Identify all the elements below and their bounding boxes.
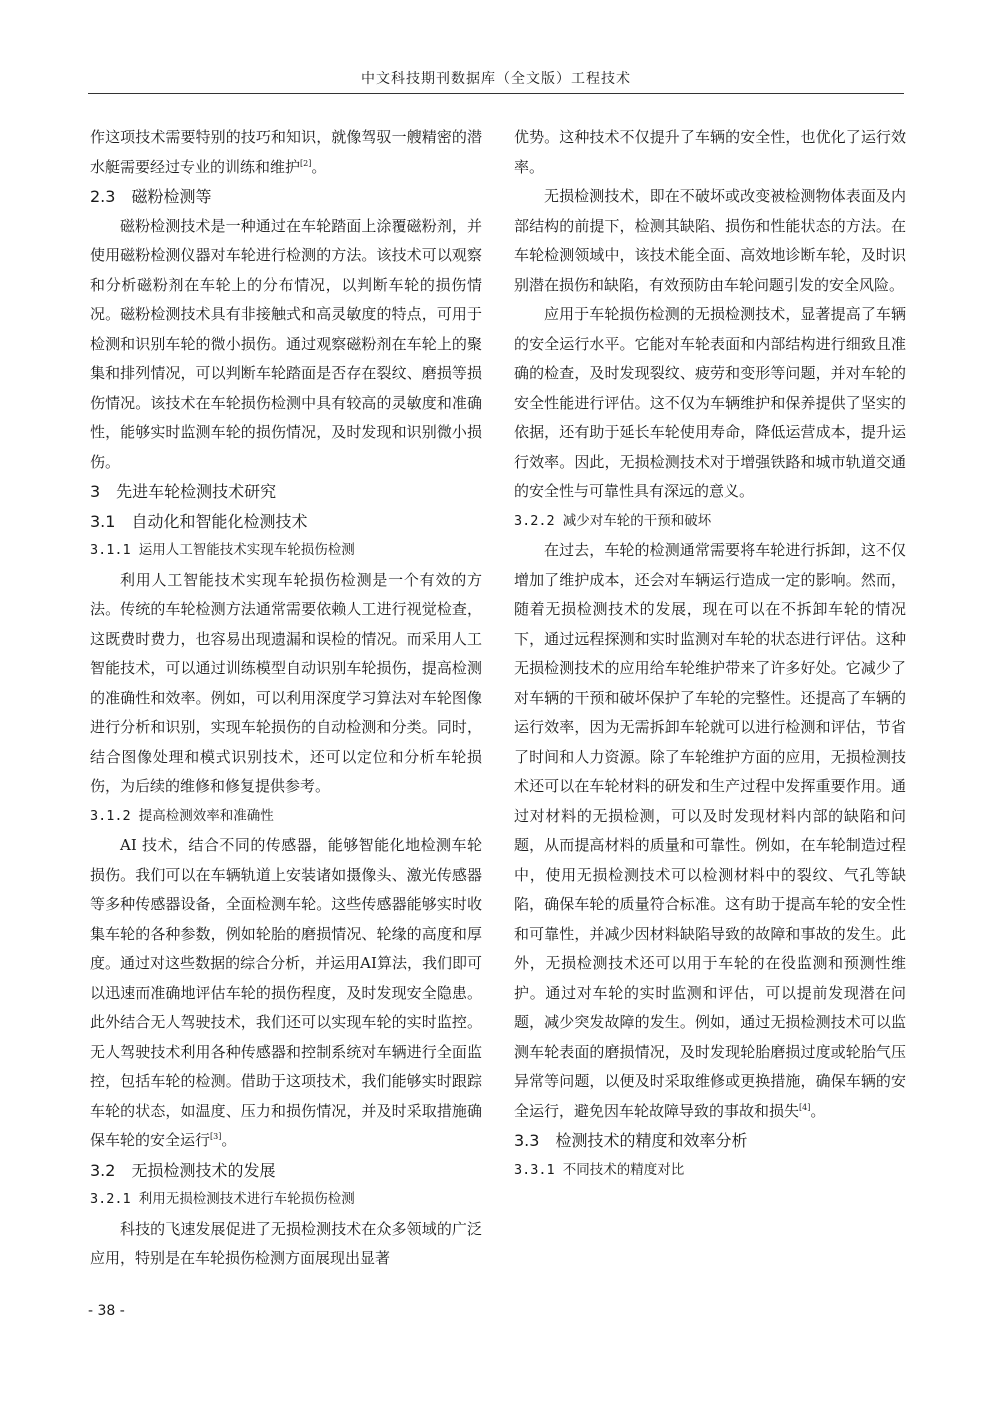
section-heading-3-2-2: 3.2.2 减少对车轮的干预和破坏 (514, 512, 712, 529)
citation: [3] (210, 1132, 222, 1141)
paragraph: 无损检测技术，即在不破坏或改变被检测物体表面及内部结构的前提下，检测其缺陷、损伤和性能状态的方法。在车轮检测领域中，该技术能全面、高效地诊断车轮，及时识别潜在损伤和缺陷，有效预防由车轮问题引发的安全风险。 (514, 187, 906, 294)
paragraph: 科技的飞速发展促进了无损检测技术在众多领域的广泛应用，特别是在车轮损伤检测方面展现出显著 (90, 1219, 482, 1267)
paragraph: 在过去，车轮的检测通常需要将车轮进行拆卸，这不仅增加了维护成本，还会对车辆运行造成一定的影响。然而，随着无损检测技术的发展，现在可以在不拆卸车轮的情况下，通过远程探测和实时监测对车轮的状态进行评估。这种无损检测技术的应用给车轮维护带来了许多好处。它减少了对车辆的干预和破坏保护了车轮的完整性。还提高了车辆的运行效率，因为无需拆卸车轮就可以进行检测和评估，节省了时间和人力资源。除了车轮维护方面的应用，无损检测技术还可以在车轮材料的研发和生产过程中发挥重要作用。通过对材料的无损检测，可以及时发现材料内部的缺陷和问题，从而提高材料的质量和可靠性。例如，在车轮制造过程中，使用无损检测技术可以检测材料中的裂纹、气孔等缺陷，确保车轮的质量符合标准。这有助于提高车轮的安全性和可靠性，并减少因材料缺陷导致的故障和事故的发生。此外，无损检测技术还可以用于车轮的在役监测和预测性维护。通过对车轮的实时监测和评估，可以提前发现潜在问题，减少突发故障的发生。例如，通过无损检测技术可以监测车轮表面的磨损情况，及时发现轮胎磨损过度或轮胎气压异常等问题，以便及时采取维修或更换措施，确保车辆的安全运行，避免因车轮故障导致的事故和损失[4]。 (514, 541, 906, 1120)
paragraph: AI 技术，结合不同的传感器，能够智能化地检测车轮损伤。我们可以在车辆轨道上安装诸如摄像头、激光传感器等多种传感器设备，全面检测车轮。这些传感器能够实时收集车轮的各种参数，例如轮胎的磨损情况、轮缘的高度和厚度。通过对这些数据的综合分析，并运用AI算法，我们即可以迅速而准确地评估车轮的损伤程度，及时发现安全隐患。此外结合无人驾驶技术，我们还可以实现车轮的实时监控。无人驾驶技术利用各种传感器和控制系统对车辆进行全面监控，包括车轮的检测。借助于这项技术，我们能够实时跟踪车轮的状态，如温度、压力和损伤情况，并及时采取措施确保车轮的安全运行[3]。 (90, 836, 482, 1149)
section-heading-3: 3 先进车轮检测技术研究 (90, 482, 277, 501)
paragraph: 优势。这种技术不仅提升了车辆的安全性，也优化了运行效率。 (514, 128, 906, 176)
left-column (90, 123, 482, 1274)
citation: [4] (799, 1102, 811, 1112)
section-heading-3-2-1: 3.2.1 利用无损检测技术进行车轮损伤检测 (90, 1191, 355, 1207)
section-heading-3-1: 3.1 自动化和智能化检测技术 (90, 511, 308, 531)
section-heading-3-2: 3.2 无损检测技术的发展 (90, 1160, 276, 1180)
header-rule (88, 93, 904, 94)
section-heading-2-3: 2.3 磁粉检测等 (90, 187, 212, 206)
paragraph: 作这项技术需要特别的技巧和知识，就像驾驭一艘精密的潜水艇需要经过专业的训练和维护[2]。 (90, 128, 482, 176)
section-heading-3-1-2: 3.1.2 提高检测效率和准确性 (90, 807, 274, 824)
journal-header: 中文科技期刊数据库（全文版）工程技术 (361, 71, 631, 87)
section-heading-3-3-1: 3.3.1 不同技术的精度对比 (514, 1161, 685, 1178)
page-number: - 38 - (88, 1303, 125, 1319)
paragraph: 利用人工智能技术实现车轮损伤检测是一个有效的方法。传统的车轮检测方法通常需要依赖人工进行视觉检查，这既费时费力，也容易出现遗漏和误检的情况。而采用人工智能技术，可以通过训练模型自动识别车轮损伤，提高检测的准确性和效率。例如，可以利用深度学习算法对车轮图像进行分析和识别，实现车轮损伤的自动检测和分类。同时，结合图像处理和模式识别技术，还可以定位和分析车轮损伤，为后续的维修和修复提供参考。 (90, 570, 482, 795)
paragraph: 磁粉检测技术是一种通过在车轮踏面上涂覆磁粉剂，并使用磁粉检测仪器对车轮进行检测的方法。该技术可以观察和分析磁粉剂在车轮上的分布情况，以判断车轮的损伤情况。磁粉检测技术具有非接触式和高灵敏度的特点，可用于检测和识别车轮的微小损伤。通过观察磁粉剂在车轮上的聚集和排列情况，可以判断车轮踏面是否存在裂纹、磨损等损伤情况。该技术在车轮损伤检测中具有较高的灵敏度和准确性，能够实时监测车轮的损伤情况，及时发现和识别微小损伤。 (90, 216, 482, 471)
paragraph: 应用于车轮损伤检测的无损检测技术，显著提高了车辆的安全运行水平。它能对车轮表面和内部结构进行细致且准确的检查，及时发现裂纹、疲劳和变形等问题，并对车轮的安全性能进行评估。这不仅为车辆维护和保养提供了坚实的依据，还有助于延长车轮使用寿命，降低运营成本，提升运行效率。因此，无损检测技术对于增强铁路和城市轨道交通的安全性与可靠性具有深远的意义。 (514, 305, 906, 500)
section-heading-3-3: 3.3 检测技术的精度和效率分析 (514, 1131, 748, 1150)
citation: [2] (300, 158, 312, 168)
section-heading-3-1-1: 3.1.1 运用人工智能技术实现车轮损伤检测 (90, 542, 355, 558)
right-column (514, 123, 906, 1185)
